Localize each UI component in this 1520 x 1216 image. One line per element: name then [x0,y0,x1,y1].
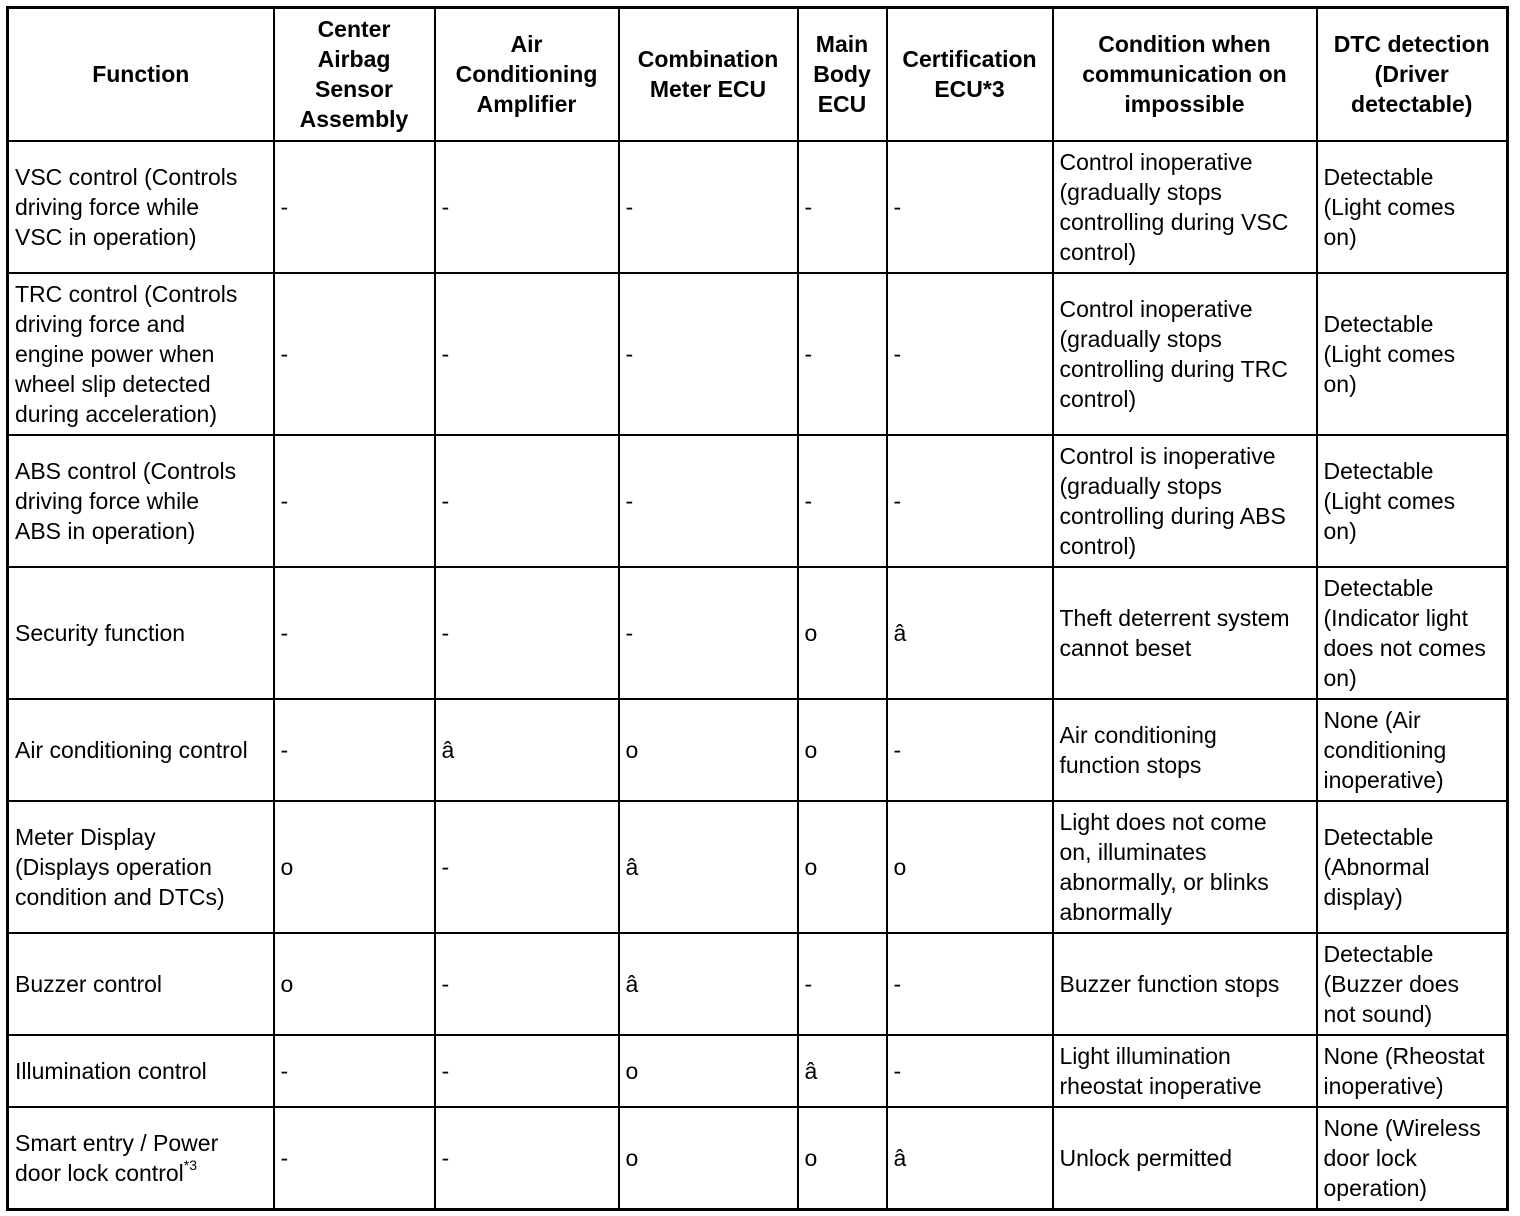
combination-meter-text: â [625,853,639,880]
dtc-detection-cell [1317,273,1508,435]
main-body-ecu-text: o [804,736,818,763]
main-body-ecu-text: - [804,193,813,220]
center-airbag-cell [274,1107,435,1210]
function-text: Meter Display (Displays operation condition and DTCs) [15,823,225,910]
certification-ecu-cell [887,1107,1053,1210]
dtc-detection-text: Detectable (Light comes on) [1323,163,1456,250]
function-text: VSC control (Controls driving force while VSC in operation) [15,163,238,250]
air-conditioning-text: - [441,487,450,514]
combination-meter-text: - [625,193,634,220]
center-airbag-text: - [280,1057,289,1084]
table-row [8,141,1508,273]
certification-ecu-text: - [893,736,902,763]
function-text: Buzzer control [15,970,163,997]
air-conditioning-text: â [441,736,455,763]
table-row [8,1107,1508,1210]
main-body-ecu-cell [798,273,887,435]
certification-ecu-cell [887,273,1053,435]
main-body-ecu-text: - [804,487,813,514]
dtc-detection-cell [1317,567,1508,699]
combination-meter-cell [619,567,798,699]
air-conditioning-text: - [441,193,450,220]
main-body-ecu-cell [798,933,887,1035]
combination-meter-cell [619,1035,798,1107]
function-text: Security function [15,619,186,646]
center-airbag-text: o [280,970,294,997]
center-airbag-text: - [280,340,289,367]
combination-meter-text: o [625,1144,639,1171]
function-cell [8,273,274,435]
header-dtc-detection: DTC detection (Driver detectable) [1317,8,1508,141]
certification-ecu-cell [887,699,1053,801]
combination-meter-text: - [625,487,634,514]
air-conditioning-cell [435,273,619,435]
combination-meter-text: o [625,1057,639,1084]
function-text: Smart entry / Power door lock control [15,1129,219,1186]
header-combination-meter-ecu: Combination Meter ECU [619,8,798,141]
air-conditioning-text: - [441,970,450,997]
condition-cell [1053,141,1317,273]
air-conditioning-cell [435,435,619,567]
dtc-detection-text: None (Wireless door lock operation) [1323,1114,1481,1201]
condition-text: Control is inoperative (gradually stops controlling during ABS control) [1059,442,1286,559]
function-cell [8,1107,274,1210]
main-body-ecu-cell [798,141,887,273]
certification-ecu-text: - [893,1057,902,1084]
combination-meter-cell [619,699,798,801]
center-airbag-text: o [280,853,294,880]
condition-cell [1053,1035,1317,1107]
main-body-ecu-cell [798,1107,887,1210]
dtc-detection-text: Detectable (Abnormal display) [1323,823,1434,910]
condition-cell [1053,273,1317,435]
center-airbag-cell [274,933,435,1035]
table-row [8,699,1508,801]
function-cell [8,801,274,933]
combination-meter-cell [619,435,798,567]
main-body-ecu-cell [798,801,887,933]
condition-text: Buzzer function stops [1059,970,1280,997]
dtc-detection-cell [1317,801,1508,933]
air-conditioning-text: - [441,619,450,646]
certification-ecu-cell [887,141,1053,273]
air-conditioning-cell [435,141,619,273]
center-airbag-cell [274,435,435,567]
center-airbag-text: - [280,193,289,220]
combination-meter-cell [619,273,798,435]
air-conditioning-cell [435,933,619,1035]
air-conditioning-text: - [441,853,450,880]
function-text: ABS control (Controls driving force while ABS in operation) [15,457,237,544]
dtc-detection-cell [1317,1035,1508,1107]
air-conditioning-text: - [441,340,450,367]
certification-ecu-text: - [893,340,902,367]
combination-meter-text: - [625,619,634,646]
main-body-ecu-text: â [804,1057,818,1084]
condition-text: Control inoperative (gradually stops controlling during TRC control) [1059,295,1288,412]
certification-ecu-text: o [893,853,907,880]
combination-meter-text: o [625,736,639,763]
dtc-detection-text: None (Rheostat inoperative) [1323,1042,1485,1099]
combination-meter-cell [619,933,798,1035]
header-condition: Condition when communication on impossible [1053,8,1317,141]
center-airbag-text: - [280,487,289,514]
dtc-detection-cell [1317,1107,1508,1210]
main-body-ecu-cell [798,435,887,567]
dtc-detection-cell [1317,699,1508,801]
function-cell [8,699,274,801]
center-airbag-cell [274,567,435,699]
condition-cell [1053,699,1317,801]
main-body-ecu-text: o [804,619,818,646]
table-row [8,567,1508,699]
certification-ecu-cell [887,1035,1053,1107]
air-conditioning-text: - [441,1057,450,1084]
center-airbag-cell [274,1035,435,1107]
header-center-airbag-sensor: Center Airbag Sensor Assembly [274,8,435,141]
certification-ecu-text: - [893,487,902,514]
certification-ecu-text: â [893,619,907,646]
air-conditioning-text: - [441,1144,450,1171]
function-cell [8,567,274,699]
air-conditioning-cell [435,1107,619,1210]
air-conditioning-cell [435,801,619,933]
air-conditioning-cell [435,1035,619,1107]
function-cell [8,1035,274,1107]
center-airbag-cell [274,273,435,435]
certification-ecu-text: - [893,970,902,997]
communication-function-table [6,6,1509,1211]
header-function: Function [8,8,274,141]
main-body-ecu-text: o [804,853,818,880]
dtc-detection-text: Detectable (Light comes on) [1323,457,1456,544]
center-airbag-cell [274,141,435,273]
header-air-conditioning-amplifier: Air Conditioning Amplifier [435,8,619,141]
condition-cell [1053,933,1317,1035]
header-main-body-ecu: Main Body ECU [798,8,887,141]
dtc-detection-cell [1317,141,1508,273]
center-airbag-text: - [280,619,289,646]
condition-text: Air conditioning function stops [1059,721,1217,778]
condition-cell [1053,801,1317,933]
combination-meter-cell [619,1107,798,1210]
dtc-detection-text: Detectable (Buzzer does not sound) [1323,940,1460,1027]
certification-ecu-cell [887,435,1053,567]
certification-ecu-cell [887,567,1053,699]
header-row [8,8,1508,141]
air-conditioning-cell [435,699,619,801]
center-airbag-cell [274,699,435,801]
condition-text: Light illumination rheostat inoperative [1059,1042,1262,1099]
main-body-ecu-text: - [804,340,813,367]
center-airbag-text: - [280,1144,289,1171]
dtc-detection-text: Detectable (Indicator light does not comes on) [1323,574,1486,691]
main-body-ecu-cell [798,1035,887,1107]
certification-ecu-cell [887,933,1053,1035]
condition-cell [1053,567,1317,699]
function-cell [8,435,274,567]
table-row [8,273,1508,435]
condition-cell [1053,1107,1317,1210]
table-row [8,801,1508,933]
condition-text: Unlock permitted [1059,1144,1233,1171]
certification-ecu-text: - [893,193,902,220]
condition-cell [1053,435,1317,567]
main-body-ecu-cell [798,699,887,801]
dtc-detection-text: None (Air conditioning inoperative) [1323,706,1447,793]
main-body-ecu-text: - [804,970,813,997]
function-text: Air conditioning control [15,736,248,763]
combination-meter-text: - [625,340,634,367]
air-conditioning-cell [435,567,619,699]
table-row [8,435,1508,567]
condition-text: Control inoperative (gradually stops controlling during VSC control) [1059,148,1289,265]
table-row [8,1035,1508,1107]
dtc-detection-cell [1317,435,1508,567]
table-row [8,933,1508,1035]
certification-ecu-cell [887,801,1053,933]
combination-meter-text: â [625,970,639,997]
function-text: Illumination control [15,1057,207,1084]
combination-meter-cell [619,141,798,273]
function-cell [8,141,274,273]
header-certification-ecu: Certification ECU*3 [887,8,1053,141]
condition-text: Light does not come on, illuminates abnormally, or blinks abnormally [1059,808,1269,925]
footnote-marker: *3 [183,1157,197,1174]
main-body-ecu-cell [798,567,887,699]
function-cell [8,933,274,1035]
condition-text: Theft deterrent system cannot beset [1059,604,1290,661]
center-airbag-cell [274,801,435,933]
combination-meter-cell [619,801,798,933]
certification-ecu-text: â [893,1144,907,1171]
dtc-detection-text: Detectable (Light comes on) [1323,310,1456,397]
main-body-ecu-text: o [804,1144,818,1171]
dtc-detection-cell [1317,933,1508,1035]
center-airbag-text: - [280,736,289,763]
function-text: TRC control (Controls driving force and engine power when wheel slip detected during acceleration) [15,280,238,427]
